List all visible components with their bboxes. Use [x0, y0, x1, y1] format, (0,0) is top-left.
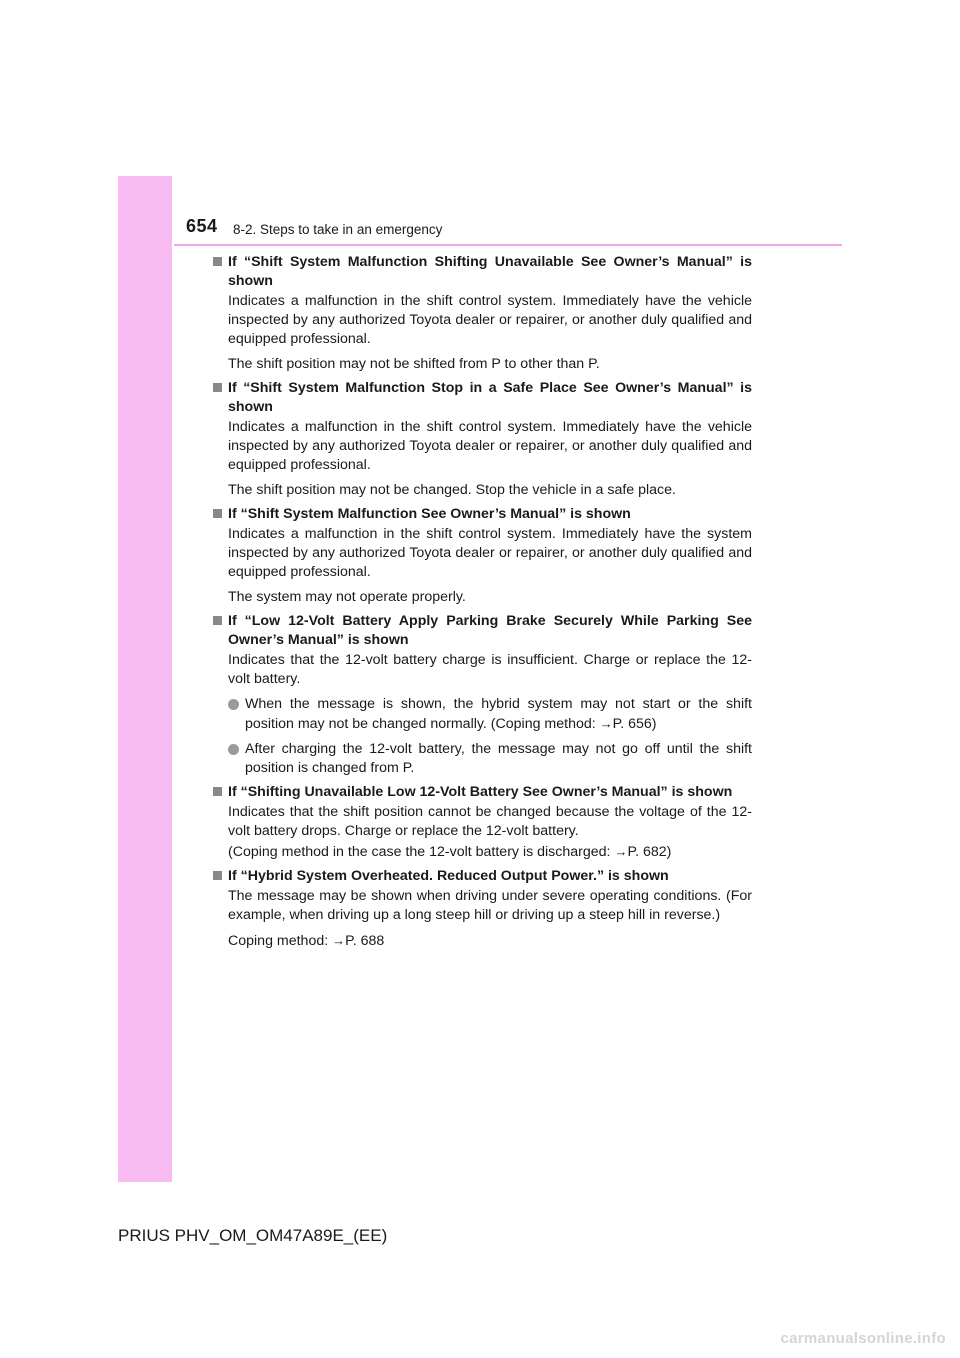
arrow-right-icon: → [599, 716, 613, 731]
message-entry [212, 379, 752, 500]
message-entry [212, 867, 752, 951]
square-bullet-icon [213, 383, 222, 392]
header-divider [174, 244, 842, 246]
section-title: 8-2. Steps to take in an emergency [233, 222, 443, 237]
entry-paragraph: Indicates that the shift position cannot be changed because the voltage of the 12-volt battery drops. Charge or replace the 12-volt battery. [228, 804, 752, 839]
entry-paragraph: The system may not operate properly. [228, 589, 466, 605]
message-entry [212, 783, 752, 862]
message-entry [212, 612, 752, 778]
entry-heading: If “Shift System Malfunction Stop in a Safe Place See Owner’s Manual” is shown [212, 379, 752, 417]
entry-paragraph: (Coping method in the case the 12-volt battery is discharged: →P. 682) [228, 844, 672, 860]
entry-heading: If “Shift System Malfunction See Owner’s Manual” is shown [212, 505, 752, 524]
page-reference-link[interactable]: P. 688 [345, 933, 385, 949]
square-bullet-icon [213, 509, 222, 518]
message-entry [212, 505, 752, 607]
message-entry [212, 253, 752, 374]
list-item: When the message is shown, the hybrid system may not start or the shift position may not be changed normally. (Coping method: →P. 656) [212, 695, 752, 734]
round-bullet-icon [228, 744, 239, 755]
square-bullet-icon [213, 787, 222, 796]
arrow-right-icon: → [332, 933, 346, 948]
square-bullet-icon [213, 257, 222, 266]
square-bullet-icon [213, 871, 222, 880]
entry-paragraph: The shift position may not be shifted from P to other than P. [228, 356, 600, 372]
page-number: 654 [186, 216, 218, 236]
round-bullet-icon [228, 699, 239, 710]
watermark: carmanualsonline.info [780, 1330, 946, 1347]
entry-paragraph: Indicates that the 12-volt battery charge is insufficient. Charge or replace the 12-volt battery. [228, 652, 752, 687]
entry-heading: If “Hybrid System Overheated. Reduced Output Power.” is shown [212, 867, 752, 886]
page-reference-link[interactable]: P. 656) [612, 716, 657, 732]
page-reference-link[interactable]: P. 682) [627, 844, 672, 860]
entry-paragraph: The shift position may not be changed. Stop the vehicle in a safe place. [228, 482, 676, 498]
entry-heading: If “Shift System Malfunction Shifting Unavailable See Owner’s Manual” is shown [212, 253, 752, 291]
entry-heading: If “Low 12-Volt Battery Apply Parking Brake Securely While Parking See Owner’s Manual” is shown [212, 612, 752, 650]
square-bullet-icon [213, 616, 222, 625]
entry-paragraph: Coping method: →P. 688 [228, 933, 385, 949]
entry-paragraph: Indicates a malfunction in the shift control system. Immediately have the vehicle inspected by any authorized Toyota dealer or repairer, or another duly qualified and equipped professional. [228, 419, 752, 473]
entry-heading: If “Shifting Unavailable Low 12-Volt Battery See Owner’s Manual” is shown [212, 783, 752, 802]
entry-paragraph: The message may be shown when driving under severe operating conditions. (For example, when driving up a long steep hill or driving up a steep hill in reverse.) [228, 888, 752, 923]
chapter-sidebar-tab [118, 176, 172, 1182]
page-content [212, 253, 752, 956]
document-code-footer: PRIUS PHV_OM_OM47A89E_(EE) [118, 1226, 388, 1245]
entry-paragraph: Indicates a malfunction in the shift control system. Immediately have the vehicle inspected by any authorized Toyota dealer or repairer, or another duly qualified and equipped professional. [228, 293, 752, 347]
entry-paragraph: Indicates a malfunction in the shift control system. Immediately have the system inspected by any authorized Toyota dealer or repairer, or another duly qualified and equipped professional. [228, 526, 752, 580]
arrow-right-icon: → [614, 844, 628, 859]
list-item: After charging the 12-volt battery, the message may not go off until the shift position is changed from P. [212, 740, 752, 778]
